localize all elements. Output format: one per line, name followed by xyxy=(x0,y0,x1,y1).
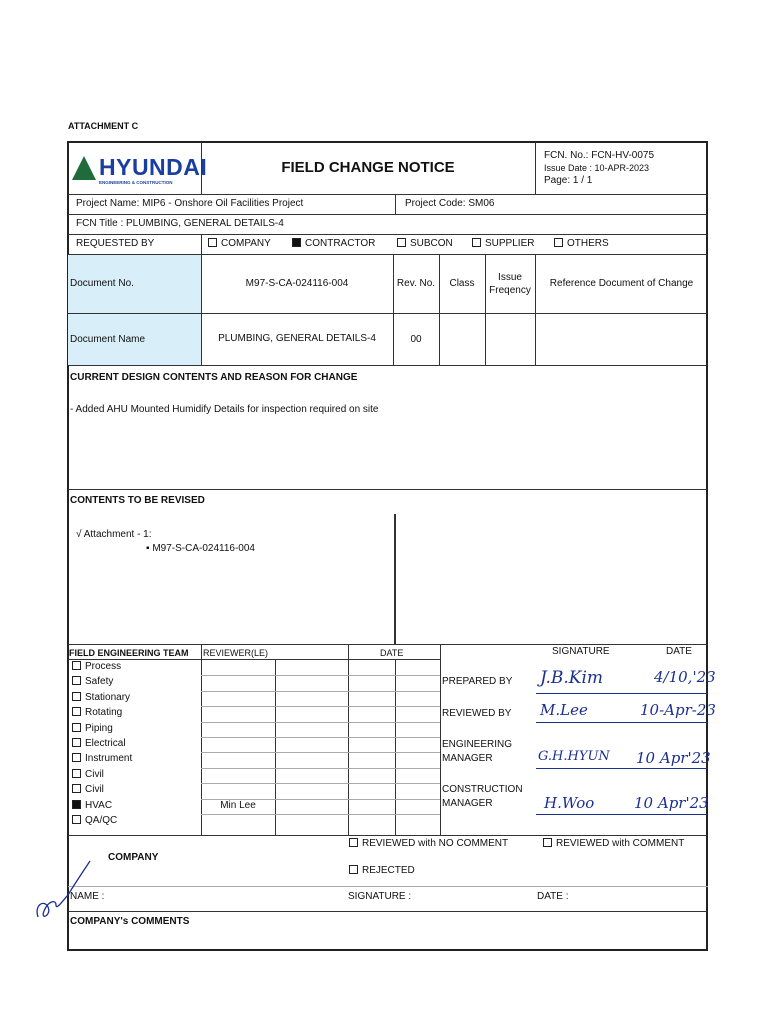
discipline-checkbox-row[interactable] xyxy=(72,692,130,704)
fcn-number: FCN. No.: FCN-HV-0075 xyxy=(544,150,655,161)
form-title: FIELD CHANGE NOTICE xyxy=(281,159,455,176)
field-team-heading: FIELD ENGINEERING TEAM xyxy=(69,648,189,658)
discipline-checkbox[interactable] xyxy=(72,707,81,716)
discipline-checkbox[interactable] xyxy=(72,738,81,747)
checkbox-contractor xyxy=(292,238,301,247)
class-label: Class xyxy=(449,278,475,289)
discipline-checkbox[interactable] xyxy=(72,784,81,793)
checkbox-rejected xyxy=(349,865,358,874)
checkbox-others xyxy=(554,238,563,247)
logo-sub: ENGINEERING & CONSTRUCTION xyxy=(99,180,173,185)
engineering-manager-label: ENGINEERING MANAGER xyxy=(442,739,513,764)
discipline-row-divider xyxy=(201,814,440,815)
requested-subcon-checkbox[interactable]: SUBCON xyxy=(397,238,453,250)
signature-heading: SIGNATURE xyxy=(552,646,610,657)
rev-no-value: 00 xyxy=(410,334,422,345)
construction-manager-label: CONSTRUCTION MANAGER xyxy=(442,784,523,809)
project-name: Project Name: MIP6 - Onshore Oil Facilities Project xyxy=(76,198,304,209)
discipline-checkbox-row[interactable] xyxy=(72,769,104,781)
discipline-checkbox[interactable] xyxy=(72,661,81,670)
discipline-checkbox[interactable] xyxy=(72,723,81,732)
rev-no-label: Rev. No. xyxy=(396,278,436,289)
discipline-label: Safety xyxy=(85,676,114,688)
discipline-label: QA/QC xyxy=(85,815,118,826)
checkbox-company xyxy=(208,238,217,247)
approval-date-heading: DATE xyxy=(666,646,692,657)
discipline-checkbox[interactable] xyxy=(72,815,81,824)
discipline-row-divider xyxy=(201,675,440,676)
fcn-title: FCN Title : PLUMBING, GENERAL DETAILS-4 xyxy=(76,218,284,229)
discipline-label: Civil xyxy=(85,768,104,780)
discipline-checkbox[interactable] xyxy=(72,692,81,701)
company-name-label: NAME : xyxy=(70,891,105,902)
page-number: Page: 1 / 1 xyxy=(544,175,593,186)
discipline-row-divider xyxy=(201,783,440,784)
current-design-text: - Added AHU Mounted Humidify Details for inspection required on site xyxy=(70,404,379,415)
logo-triangle-icon xyxy=(72,156,96,180)
reviewed-by-signature: M.Lee xyxy=(540,701,588,719)
discipline-row-divider xyxy=(201,691,440,692)
prepared-by-label: PREPARED BY xyxy=(442,676,513,687)
discipline-checkbox-row[interactable] xyxy=(72,753,132,765)
company-signature-label: SIGNATURE : xyxy=(348,891,412,902)
current-design-heading: CURRENT DESIGN CONTENTS AND REASON FOR CHANGE xyxy=(70,372,358,383)
discipline-row-divider xyxy=(201,706,440,707)
company-comments-label: COMPANY's COMMENTS xyxy=(70,916,190,927)
logo-brand: HYUNDAI xyxy=(99,154,208,180)
doc-name-label: Document Name xyxy=(70,334,146,345)
attachment-item: ▪ M97-S-CA-024116-004 xyxy=(146,543,255,554)
contents-revised-heading: CONTENTS TO BE REVISED xyxy=(70,495,205,506)
discipline-row-divider xyxy=(201,722,440,723)
discipline-checkbox-row[interactable] xyxy=(72,738,126,750)
issue-date: Issue Date : 10-APR-2023 xyxy=(544,163,650,173)
discipline-checkbox[interactable] xyxy=(72,676,81,685)
discipline-label: Civil xyxy=(85,784,104,796)
construction-manager-signature: H.Woo xyxy=(544,794,595,812)
reviewed-no-comment-checkbox[interactable]: REVIEWED with NO COMMENT xyxy=(349,838,508,850)
requested-by-label: REQUESTED BY xyxy=(76,238,155,249)
discipline-checkbox-row[interactable] xyxy=(72,815,117,827)
checkbox-reviewed-no-comment xyxy=(349,838,358,847)
engineering-manager-signature: G.H.HYUN xyxy=(538,749,610,764)
margin-initial-mark-icon xyxy=(30,855,100,925)
discipline-row-divider xyxy=(201,768,440,769)
rejected-checkbox[interactable]: REJECTED xyxy=(349,865,415,877)
discipline-checkbox[interactable] xyxy=(72,769,81,778)
requested-supplier-checkbox[interactable]: SUPPLIER xyxy=(472,238,534,250)
checkbox-reviewed-with-comment xyxy=(543,838,552,847)
field-date-heading: DATE xyxy=(380,648,404,658)
company-label: COMPANY xyxy=(108,852,159,863)
reviewed-by-date: 10-Apr-23 xyxy=(640,701,716,719)
requested-company-checkbox[interactable]: COMPANY xyxy=(208,238,271,250)
discipline-label: Instrument xyxy=(85,753,133,765)
checkbox-supplier xyxy=(472,238,481,247)
attachment-line: √ Attachment - 1: xyxy=(76,529,152,540)
reviewer-heading: REVIEWER(LE) xyxy=(203,648,269,658)
requested-contractor-checkbox[interactable]: CONTRACTOR xyxy=(292,238,375,250)
reviewed-by-label: REVIEWED BY xyxy=(442,708,512,719)
doc-no-label: Document No. xyxy=(70,278,134,289)
construction-manager-date: 10 Apr'23 xyxy=(634,794,709,812)
attachment-label: ATTACHMENT C xyxy=(68,121,139,131)
discipline-checkbox[interactable] xyxy=(72,800,81,809)
checkbox-subcon xyxy=(397,238,406,247)
requested-others-checkbox[interactable]: OTHERS xyxy=(554,238,609,250)
discipline-checkbox-row[interactable] xyxy=(72,723,113,735)
discipline-label: Process xyxy=(85,661,122,672)
issue-frequency-label: Issue Freqency xyxy=(489,272,531,296)
discipline-row-divider xyxy=(201,737,440,738)
doc-name-value: PLUMBING, GENERAL DETAILS-4 xyxy=(218,333,376,344)
prepared-by-date: 4/10,'23 xyxy=(654,668,716,686)
discipline-checkbox-row[interactable] xyxy=(72,661,121,673)
discipline-checkbox[interactable] xyxy=(72,753,81,762)
discipline-reviewer: Min Lee xyxy=(220,799,256,811)
doc-no-value: M97-S-CA-024116-004 xyxy=(245,278,349,289)
discipline-label: Stationary xyxy=(85,691,131,703)
reviewed-with-comment-checkbox[interactable]: REVIEWED with COMMENT xyxy=(543,838,684,850)
discipline-label: HVAC xyxy=(85,799,113,811)
discipline-label: Electrical xyxy=(85,738,126,749)
discipline-row-divider xyxy=(201,799,440,800)
discipline-checkbox-row[interactable] xyxy=(72,800,112,812)
discipline-label: Rotating xyxy=(85,707,123,719)
discipline-checkbox-row[interactable] xyxy=(72,707,122,719)
discipline-label: Piping xyxy=(85,722,113,734)
engineering-manager-date: 10 Apr'23 xyxy=(636,749,711,767)
reference-doc-label: Reference Document of Change xyxy=(549,278,694,289)
discipline-checkbox-row[interactable] xyxy=(72,784,104,796)
discipline-row-divider xyxy=(201,752,440,753)
discipline-checkbox-row[interactable] xyxy=(72,676,113,688)
prepared-by-signature: J.B.Kim xyxy=(540,668,604,688)
company-date-label: DATE : xyxy=(537,891,569,902)
project-code: Project Code: SM06 xyxy=(405,198,495,209)
